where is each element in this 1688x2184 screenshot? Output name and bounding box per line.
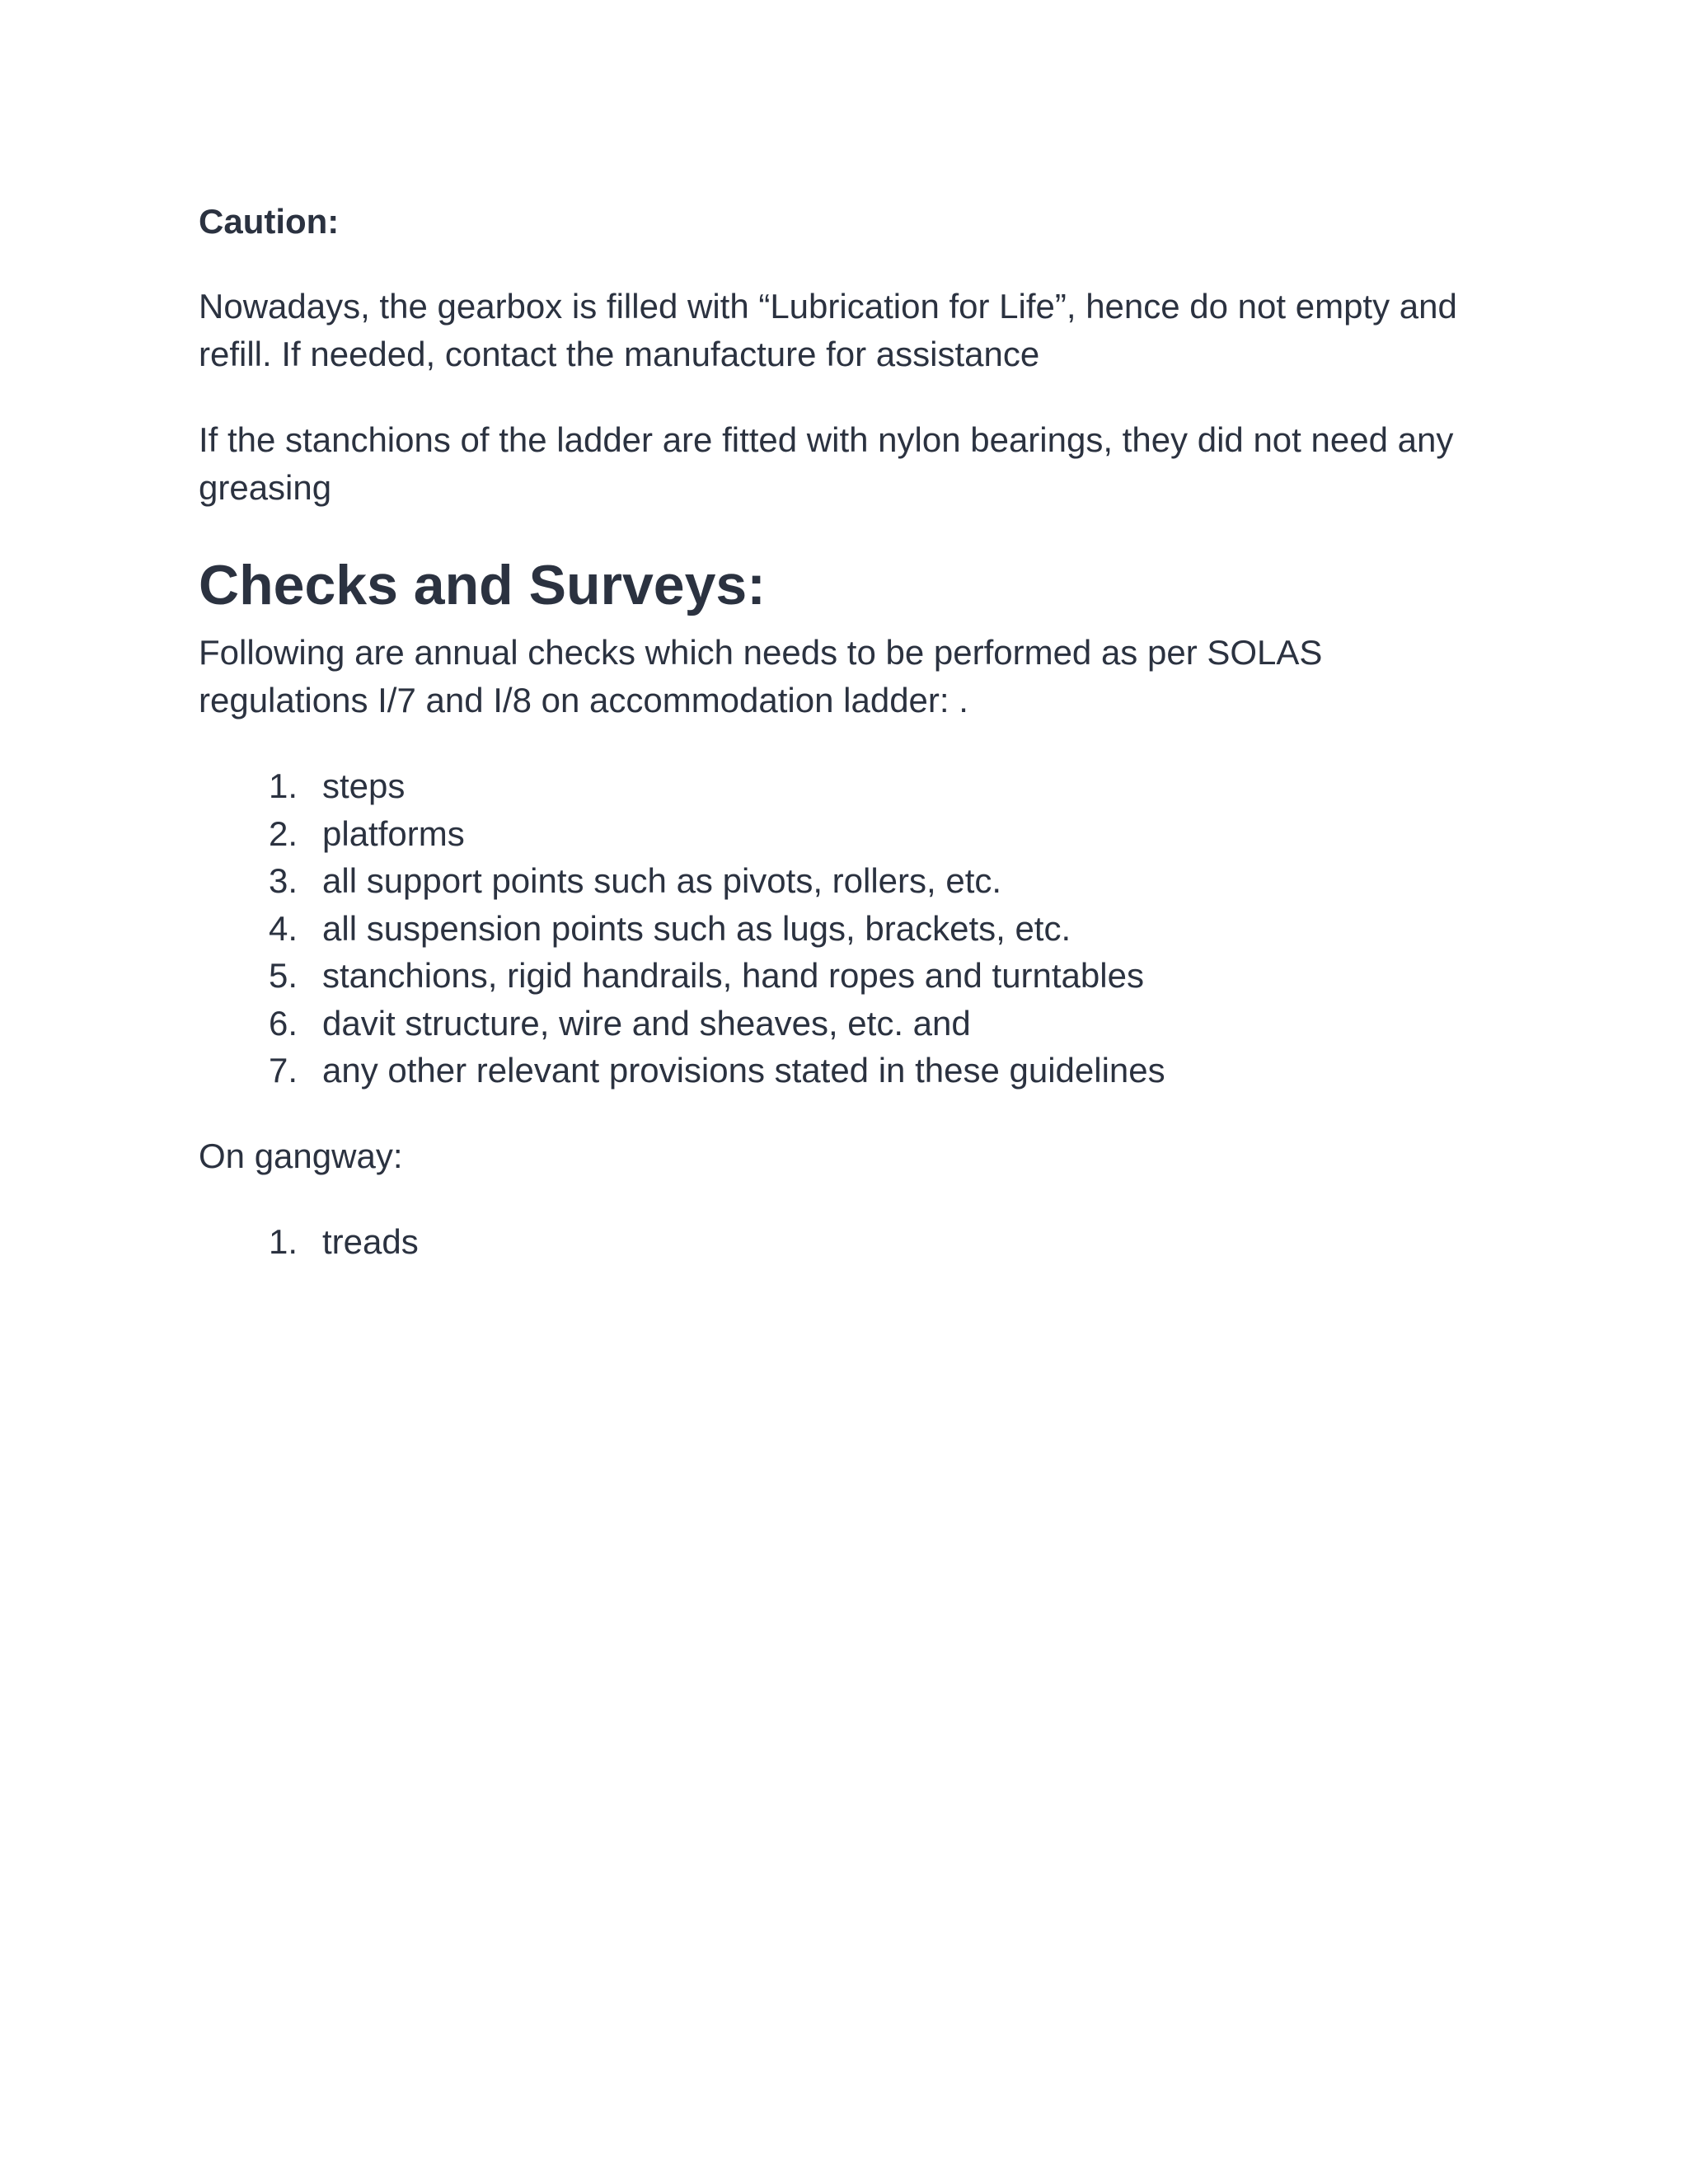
section-heading: Checks and Surveys:: [199, 554, 766, 616]
list-item: [199, 810, 1484, 858]
list-number: 4.: [268, 908, 298, 948]
list-item: [199, 1047, 1484, 1094]
list-item: [199, 1218, 1484, 1266]
list-item: [199, 905, 1484, 953]
gearbox-paragraph: Nowadays, the gearbox is filled with “Lubrication for Life”, hence do not empty and refill. If needed, contact the manufacture for assistance: [199, 287, 1457, 373]
list-number: 2.: [268, 813, 298, 853]
list-number: 1.: [268, 1221, 298, 1261]
list-item: [199, 762, 1484, 810]
ladder-checks-list: [199, 762, 1484, 1094]
list-number: 1.: [268, 766, 298, 805]
caution-label: Caution:: [199, 202, 340, 241]
list-item-text: steps: [322, 766, 406, 805]
list-item-text: all support points such as pivots, rollers, etc.: [322, 861, 1002, 900]
document-content: [199, 198, 1484, 1303]
list-number: 7.: [268, 1051, 298, 1090]
list-item-text: stanchions, rigid handrails, hand ropes and turntables: [322, 956, 1144, 995]
list-number: 6.: [268, 1003, 298, 1043]
list-item-text: treads: [322, 1221, 419, 1261]
gangway-checks-list: [199, 1218, 1484, 1266]
list-item: [199, 857, 1484, 905]
list-item: [199, 1000, 1484, 1047]
list-item: [199, 952, 1484, 1000]
list-item-text: all suspension points such as lugs, brackets, etc.: [322, 908, 1071, 948]
gangway-label: On gangway:: [199, 1136, 403, 1175]
stanchions-paragraph: If the stanchions of the ladder are fitted with nylon bearings, they did not need any greasing: [199, 420, 1454, 507]
list-number: 3.: [268, 861, 298, 900]
list-item-text: davit structure, wire and sheaves, etc. and: [322, 1003, 971, 1043]
list-number: 5.: [268, 956, 298, 995]
list-item-text: any other relevant provisions stated in these guidelines: [322, 1051, 1165, 1090]
list-item-text: platforms: [322, 813, 465, 853]
intro-paragraph: Following are annual checks which needs to be performed as per SOLAS regulations I/7 and I/8 on accommodation ladder: .: [199, 633, 1323, 719]
